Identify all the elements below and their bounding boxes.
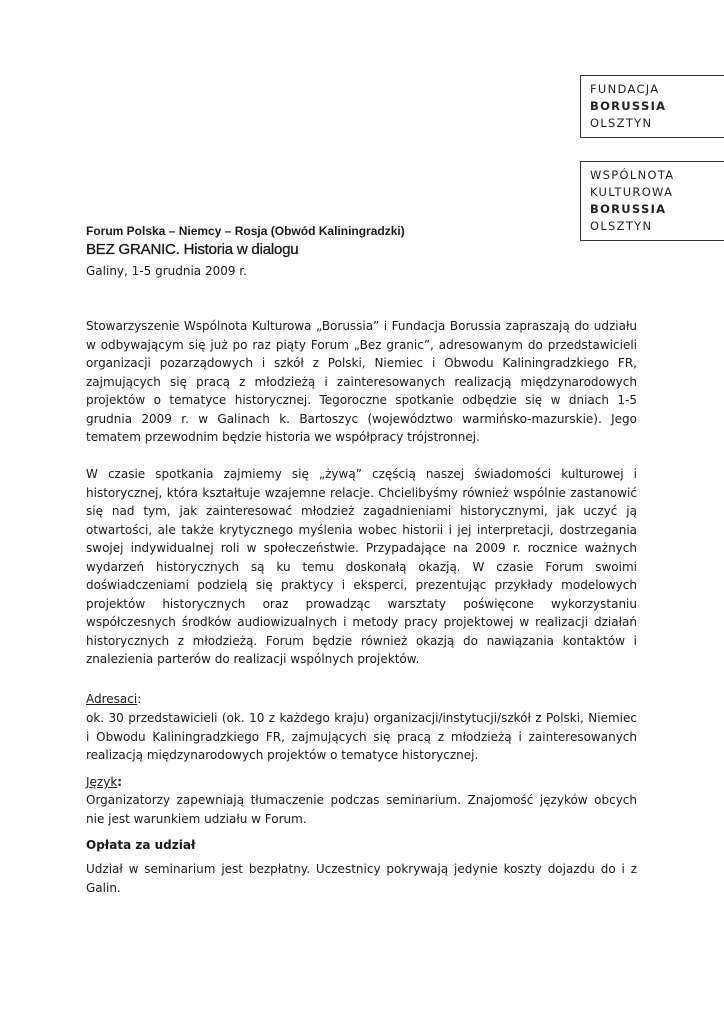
logo-line-borussia: BORUSSIA: [590, 202, 667, 216]
intro-paragraph: Stowarzyszenie Wspólnota Kulturowa „Borussia” i Fundacja Borussia zapraszają do udziału w odbywającym się już po raz piąty Forum „Bez granic”, adresowanym do przedstawicieli organizacji pozarządowych i szkół z Polski, Niemiec i Obwodu Kaliningradzkiego FR, zajmujących się pracą z młodzieżą i zainteresowanych realizacją międzynarodowych projektów o tematyce historycznej. Tegoroczne spotkanie odbędzie się w dniach 1-5 grudnia 2009 r. w Galinach k. Bartoszyc (województwo warmińsko-mazurskie). Jego tematem przewodnim będzie historia we współpracy trójstronnej.: [86, 319, 637, 444]
jezyk-label: Język: [86, 775, 118, 789]
document-header: [86, 222, 646, 280]
oplata-paragraph: Udział w seminarium jest bezpłatny. Uczestnicy pokrywają jedynie koszty dojazdu do i z Galin.: [86, 862, 637, 895]
program-paragraph: W czasie spotkania zajmiemy się „żywą” częścią naszej świadomości kulturowej i historycznej, która kształtuje wzajemne relacje. Chcielibyśmy również wspólnie zastanowić się nad tym, jak zainteresować młodzież zagadnieniami historycznymi, jak uczyć ją otwartości, ale także krytycznego myślenia wobec historii i jej interpretacji, dostrzegania swojej indywidualnej roli w społeczeństwie. Przypadające na 2009 r. rocznice ważnych wydarzeń historycznych są ku temu doskonałą okazją. W czasie Forum swoimi doświadczeniami podzielą się praktycy i eksperci, prezentując przykłady modelowych projektów historycznych oraz prowadząc warsztaty poświęcone wykorzystaniu współczesnych środków audiowizualnych i metody pracy projektowej w realizacji działań historycznych z młodzieżą. Forum będzie również okazją do nawiązania kontaktów i znalezienia parterów do realizacji wspólnych projektów.: [86, 467, 637, 666]
oplata-heading: Opłata za udział: [86, 838, 196, 852]
jezyk-heading: [86, 773, 122, 791]
jezyk-paragraph: Organizatorzy zapewniają tłumaczenie podczas seminarium. Znajomość języków obcych nie jest warunkiem udziału w Forum.: [86, 793, 637, 826]
page-title: BEZ GRANIC. Historia w dialogu: [86, 241, 299, 258]
jezyk-colon: :: [117, 775, 123, 789]
logo-line-olsztyn: OLSZTYN: [590, 116, 653, 130]
adresaci-paragraph: ok. 30 przedstawicieli (ok. 10 z każdego kraju) organizacji/instytucji/szkół z Polski, Niemiec i Obwodu Kaliningradzkiego FR, zajmujących się pracą z młodzieżą i zainteresowanych realizacją międzynarodowych projektów o tematyce historycznej.: [86, 711, 637, 762]
adresaci-heading: [86, 690, 141, 708]
event-date: Galiny, 1-5 grudnia 2009 r.: [86, 264, 247, 278]
logo-line-borussia: BORUSSIA: [590, 99, 667, 113]
fundacja-borussia-logo: [580, 75, 724, 138]
logo-line-fundacja: FUNDACJA: [590, 82, 660, 96]
adresaci-colon: :: [137, 692, 142, 706]
adresaci-label: Adresaci: [86, 692, 138, 706]
logo-line-wspolnota: WSPÓLNOTA: [590, 168, 675, 182]
logo-line-kulturowa: KULTUROWA: [590, 185, 674, 199]
logo-line-olsztyn: OLSZTYN: [590, 219, 653, 233]
forum-subtitle: Forum Polska – Niemcy – Rosja (Obwód Kaliningradzki): [86, 224, 405, 238]
